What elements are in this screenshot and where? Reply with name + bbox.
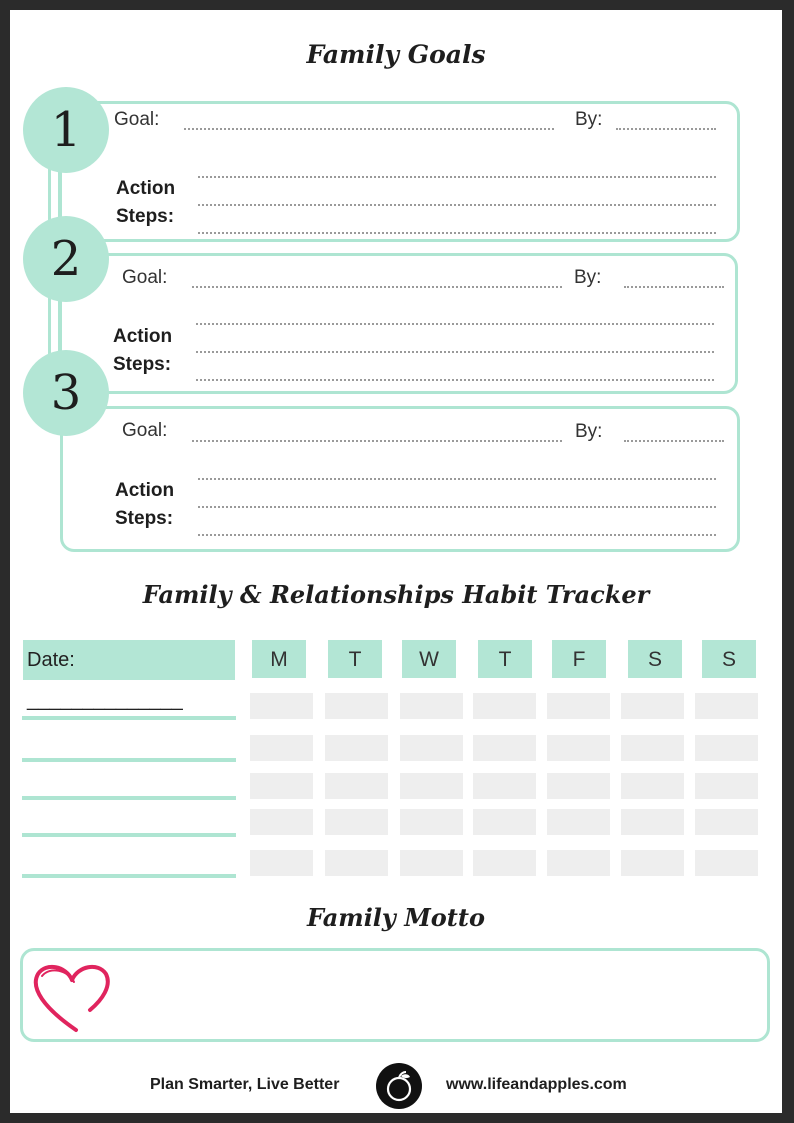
- action-label-2a: Action: [113, 326, 173, 347]
- action-label-3a: Action: [115, 480, 175, 501]
- action-label-1a: Action: [116, 178, 176, 199]
- habit-name-line[interactable]: [22, 758, 236, 762]
- action-line[interactable]: [198, 232, 716, 234]
- habit-check-cell[interactable]: [473, 773, 536, 799]
- habit-check-cell[interactable]: [547, 735, 610, 761]
- goal-label-2: Goal:: [122, 267, 168, 288]
- day-header-sun: S: [702, 640, 756, 678]
- habit-check-cell[interactable]: [325, 809, 388, 835]
- by-label-1: By:: [575, 109, 603, 130]
- habit-check-cell[interactable]: [250, 693, 313, 719]
- day-header-thu: T: [478, 640, 532, 678]
- habit-check-cell[interactable]: [250, 773, 313, 799]
- habit-check-cell[interactable]: [325, 773, 388, 799]
- habit-check-cell[interactable]: [695, 773, 758, 799]
- habit-check-cell[interactable]: [473, 809, 536, 835]
- habit-check-cell[interactable]: [473, 850, 536, 876]
- habit-check-cell[interactable]: [400, 693, 463, 719]
- habit-check-cell[interactable]: [325, 850, 388, 876]
- by-label-3: By:: [575, 421, 603, 442]
- habit-check-cell[interactable]: [250, 809, 313, 835]
- habit-check-cell[interactable]: [621, 809, 684, 835]
- footer-website[interactable]: www.lifeandapples.com: [446, 1076, 627, 1093]
- action-line[interactable]: [196, 379, 714, 381]
- habit-name-line[interactable]: [22, 796, 236, 800]
- day-header-wed: W: [402, 640, 456, 678]
- habit-check-cell[interactable]: [621, 693, 684, 719]
- day-header-tue: T: [328, 640, 382, 678]
- habit-check-cell[interactable]: [695, 735, 758, 761]
- apple-logo-icon: [376, 1063, 422, 1109]
- action-line[interactable]: [196, 323, 714, 325]
- goal-label-3: Goal:: [122, 420, 168, 441]
- goal-number-1: 1: [23, 87, 109, 173]
- habit-check-cell[interactable]: [621, 773, 684, 799]
- day-header-fri: F: [552, 640, 606, 678]
- heart-icon: [32, 960, 112, 1036]
- habit-check-cell[interactable]: [695, 693, 758, 719]
- habit-name-line[interactable]: [22, 716, 236, 720]
- action-label-1b: Steps:: [116, 206, 175, 227]
- action-label-2b: Steps:: [113, 354, 172, 375]
- action-line[interactable]: [198, 506, 716, 508]
- habit-check-cell[interactable]: [695, 850, 758, 876]
- goal-number-2: 2: [23, 216, 109, 302]
- action-line[interactable]: [198, 204, 716, 206]
- goal-label-1: Goal:: [114, 109, 160, 130]
- action-line[interactable]: [198, 478, 716, 480]
- by-input-line-3[interactable]: [624, 440, 724, 442]
- habit-check-cell[interactable]: [547, 693, 610, 719]
- action-line[interactable]: [198, 176, 716, 178]
- family-motto-title: Family Motto: [307, 903, 485, 932]
- habit-check-cell[interactable]: [547, 809, 610, 835]
- day-header-mon: M: [252, 640, 306, 678]
- action-label-3b: Steps:: [115, 508, 174, 529]
- habit-name-line[interactable]: [22, 874, 236, 878]
- habit-check-cell[interactable]: [473, 693, 536, 719]
- goal-input-line-3[interactable]: [192, 440, 562, 442]
- habit-check-cell[interactable]: [325, 693, 388, 719]
- day-header-sat: S: [628, 640, 682, 678]
- habit-check-cell[interactable]: [621, 850, 684, 876]
- action-line[interactable]: [196, 351, 714, 353]
- by-input-line-1[interactable]: [616, 128, 716, 130]
- habit-check-cell[interactable]: [621, 735, 684, 761]
- planner-page: [10, 10, 782, 1113]
- action-line[interactable]: [198, 534, 716, 536]
- motto-box[interactable]: [20, 948, 770, 1042]
- habit-check-cell[interactable]: [400, 850, 463, 876]
- habit-check-cell[interactable]: [250, 850, 313, 876]
- habit-check-cell[interactable]: [547, 850, 610, 876]
- habit-check-cell[interactable]: [250, 735, 313, 761]
- goal-input-line-2[interactable]: [192, 286, 562, 288]
- habit-check-cell[interactable]: [400, 809, 463, 835]
- habit-check-cell[interactable]: [547, 773, 610, 799]
- habit-name-line[interactable]: [22, 833, 236, 837]
- footer-tagline: Plan Smarter, Live Better: [150, 1076, 340, 1093]
- habit-check-cell[interactable]: [325, 735, 388, 761]
- by-label-2: By:: [574, 267, 602, 288]
- family-goals-title: Family Goals: [306, 40, 486, 69]
- goal-input-line-1[interactable]: [184, 128, 554, 130]
- goal-number-3: 3: [23, 350, 109, 436]
- habit-check-cell[interactable]: [400, 773, 463, 799]
- date-field[interactable]: Date: ______________: [23, 640, 235, 680]
- habit-check-cell[interactable]: [400, 735, 463, 761]
- habit-tracker-title: Family & Relationships Habit Tracker: [142, 580, 650, 609]
- habit-check-cell[interactable]: [473, 735, 536, 761]
- by-input-line-2[interactable]: [624, 286, 724, 288]
- habit-check-cell[interactable]: [695, 809, 758, 835]
